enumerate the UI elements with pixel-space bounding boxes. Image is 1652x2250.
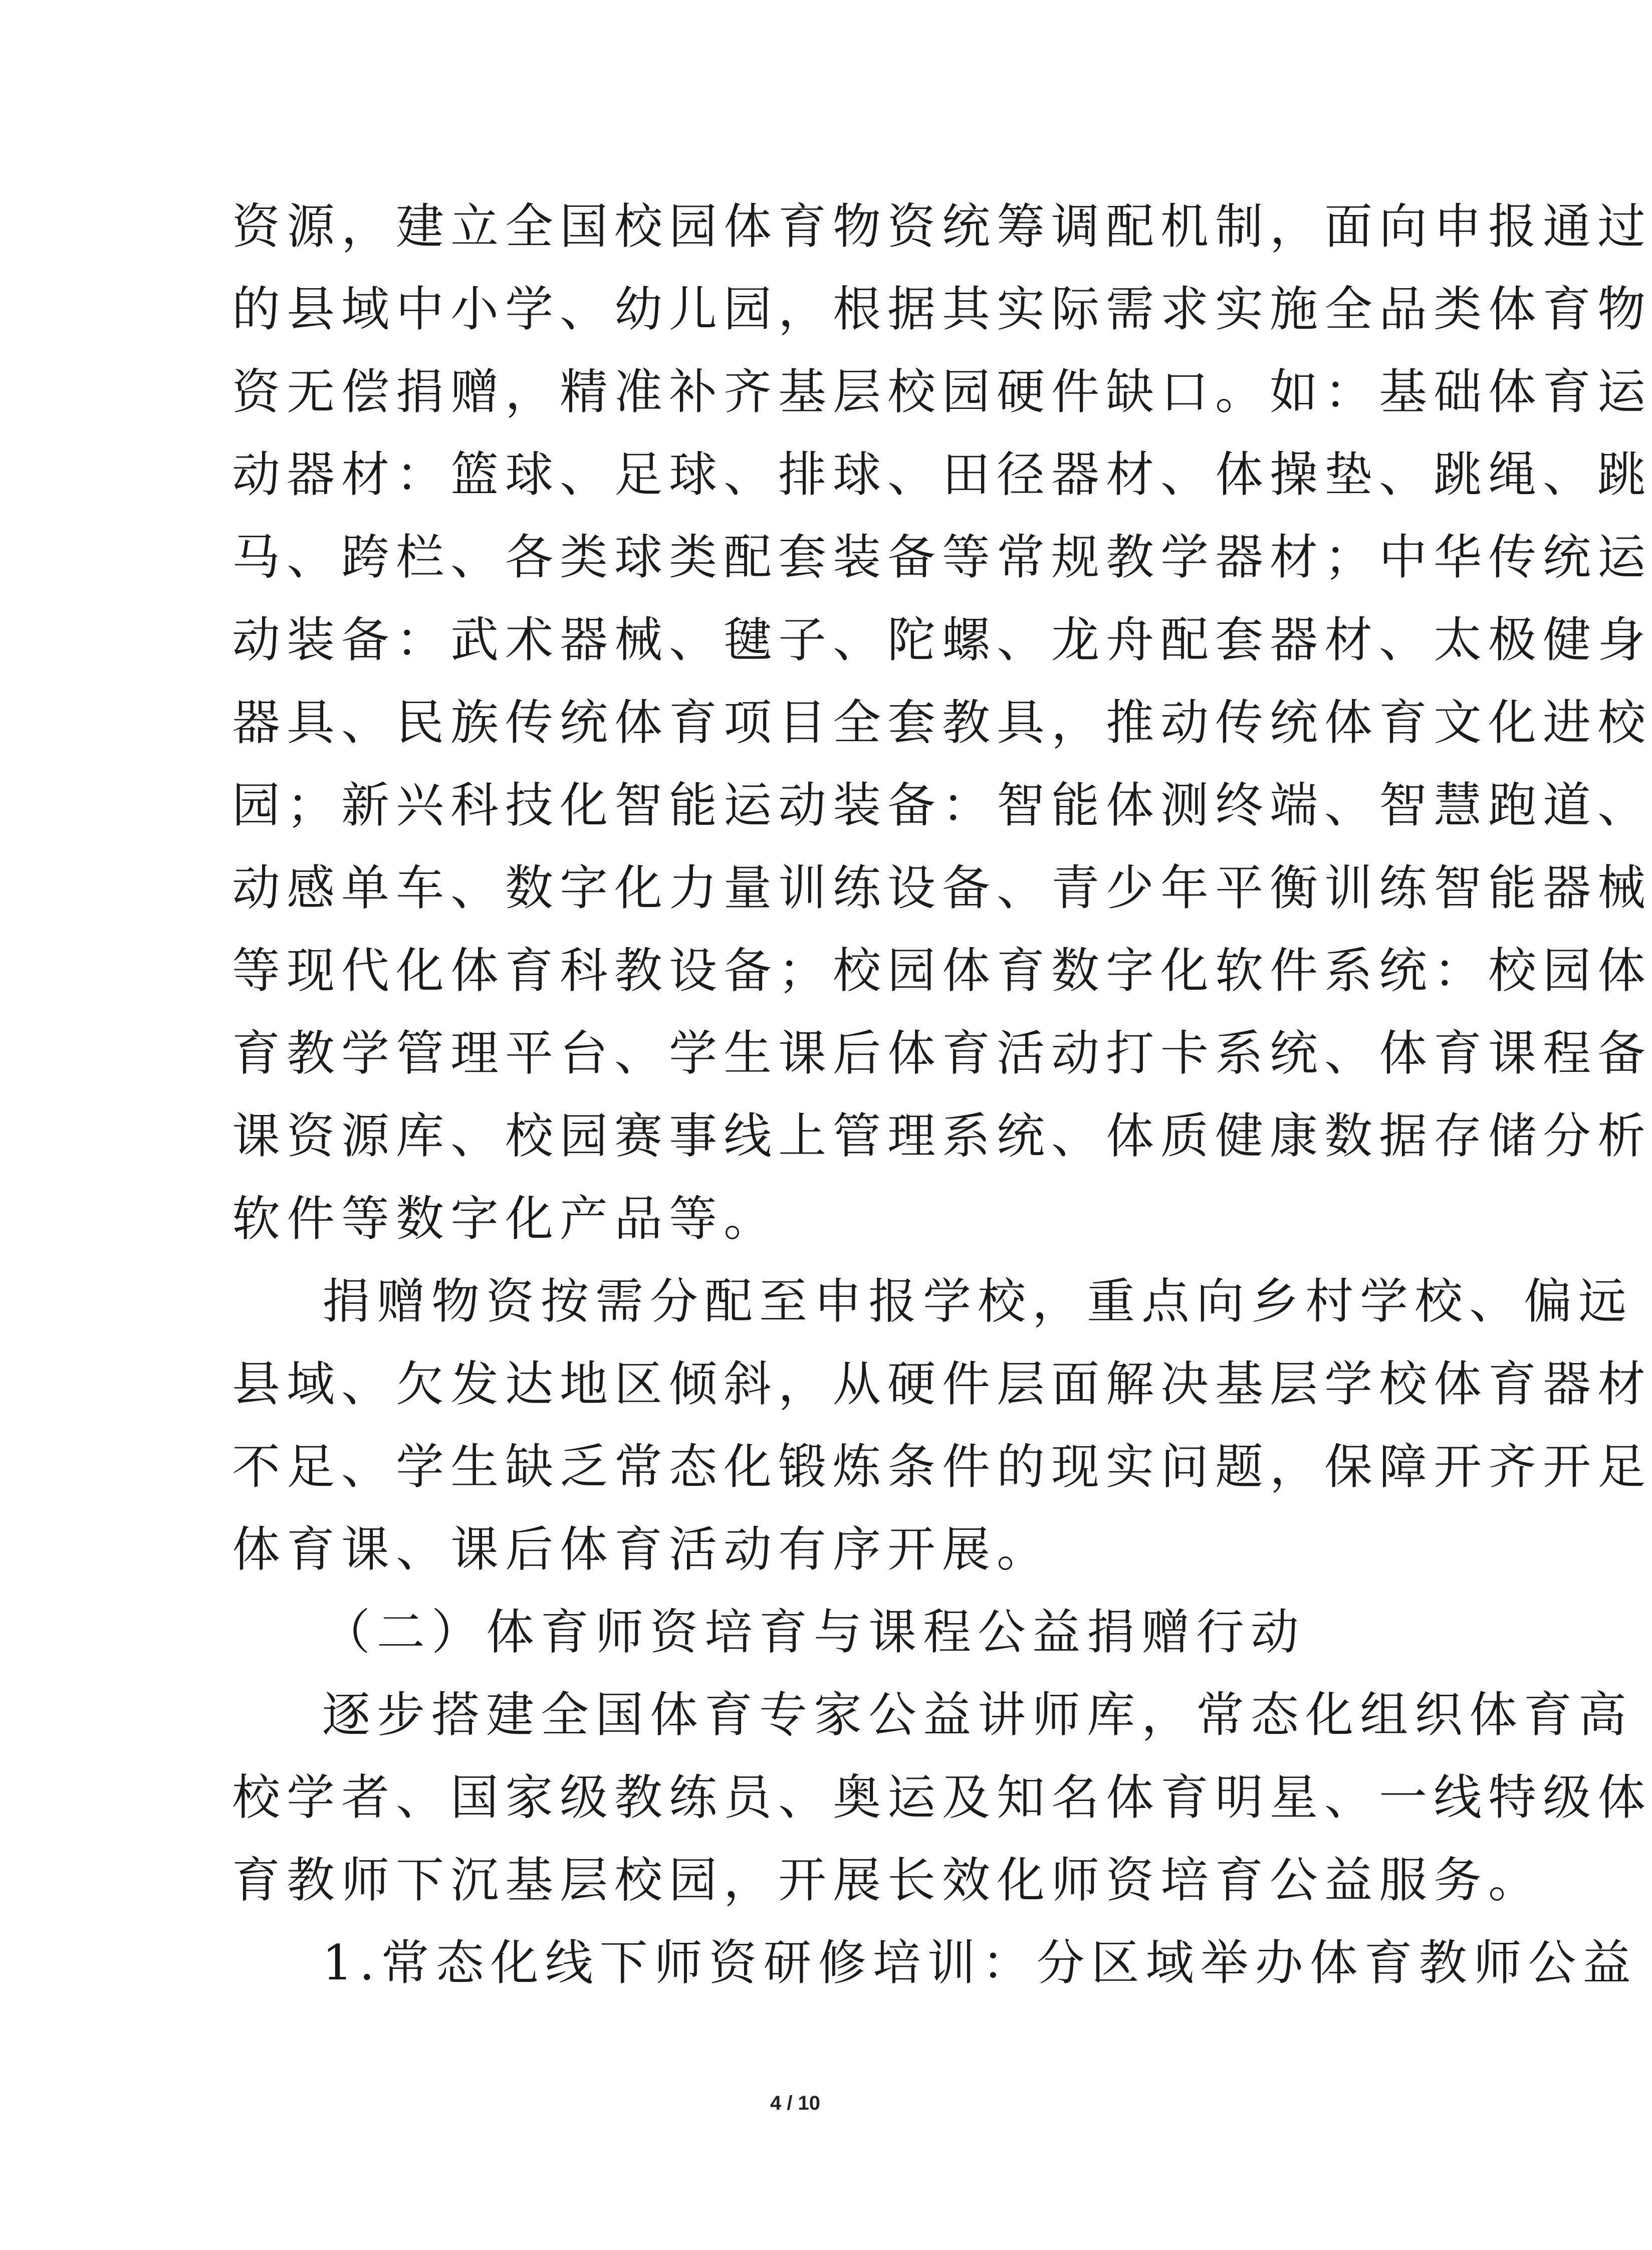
body-line: 的县域中小学、幼儿园，根据其实际需求实施全品类体育物 [232,281,1652,337]
body-line: 软件等数字化产品等。 [232,1191,778,1247]
body-line: 校学者、国家级教练员、奥运及知名体育明星、一线特级体 [232,1769,1652,1826]
body-line: 动器材：篮球、足球、排球、田径器材、体操垫、跳绳、跳 [232,446,1652,503]
body-line: 育教学管理平台、学生课后体育活动打卡系统、体育课程备 [232,1025,1652,1081]
body-line: 器具、民族传统体育项目全套教具，推动传统体育文化进校 [232,695,1652,751]
paragraph-first-line: 捐赠物资按需分配至申报学校，重点向乡村学校、偏远 [322,1273,1633,1329]
body-line: 资源，建立全国校园体育物资统筹调配机制，面向申报通过 [232,198,1652,255]
body-line: 资无偿捐赠，精准补齐基层校园硬件缺口。如：基础体育运 [232,364,1652,420]
page-number: 4 / 10 [770,2092,821,2114]
body-line: 育教师下沉基层校园，开展长效化师资培育公益服务。 [232,1852,1543,1908]
body-line: 课资源库、校园赛事线上管理系统、体质健康数据存储分析 [232,1108,1652,1164]
body-line: 动感单车、数字化力量训练设备、青少年平衡训练智能器械 [232,860,1652,916]
section-heading: （二）体育师资培育与课程公益捐赠行动 [322,1604,1305,1660]
body-line: 园；新兴科技化智能运动装备：智能体测终端、智慧跑道、 [232,777,1652,833]
body-line: 县域、欠发达地区倾斜，从硬件层面解决基层学校体育器材 [232,1356,1652,1412]
numbered-item-line: 1.常态化线下师资研修培训：分区域举办体育教师公益 [322,1935,1637,1991]
body-line: 等现代化体育科教设备；校园体育数字化软件系统：校园体 [232,943,1652,999]
document-body [232,185,1652,2004]
body-line: 体育课、课后体育活动有序开展。 [232,1521,1051,1578]
body-line: 动装备：武术器械、毽子、陀螺、龙舟配套器材、太极健身 [232,612,1652,668]
body-line: 马、跨栏、各类球类配套装备等常规教学器材；中华传统运 [232,529,1652,585]
paragraph-first-line: 逐步搭建全国体育专家公益讲师库，常态化组织体育高 [322,1687,1633,1743]
body-line: 不足、学生缺乏常态化锻炼条件的现实问题，保障开齐开足 [232,1439,1652,1495]
